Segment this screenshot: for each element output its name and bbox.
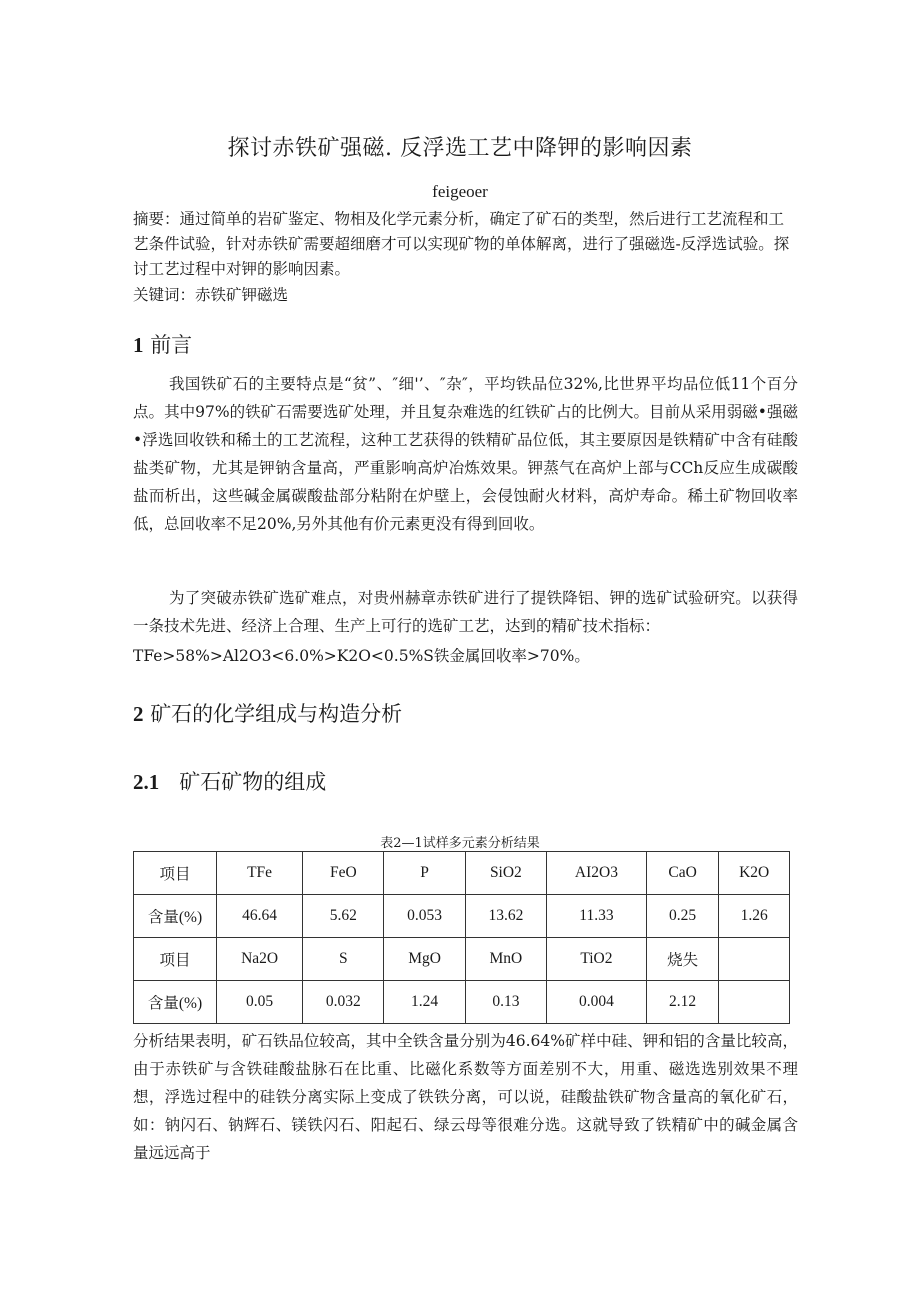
section-2-1-heading — [133, 766, 326, 796]
table-cell: MnO — [465, 938, 546, 981]
section-2-number: 2 — [133, 702, 144, 726]
table-cell — [719, 938, 790, 981]
table-cell: 0.053 — [384, 895, 465, 938]
table-caption: 表2—1试样多元素分析结果 — [380, 836, 540, 851]
table-cell: 0.05 — [217, 981, 303, 1024]
table-cell: SiO2 — [465, 852, 546, 895]
section-2-title: 矿石的化学组成与构造分析 — [150, 702, 403, 726]
intro-paragraph-1: 我国铁矿石的主要特点是“贫”、″细'’、″杂″，平均铁品位32%,比世界平均品位低11个百分点。其中97%的铁矿石需要选矿处理，并且复杂难选的红铁矿占的比例大。目前从采用弱磁•强磁•浮选回收铁和稀土的工艺流程，这种工艺获得的铁精矿品位低，其主要原因是铁精矿中含有硅酸盐类矿物，尤其是钾钠含量高，严重影响高炉冶炼效果。钾蒸气在高炉上部与CCh反应生成碳酸盐而析出，这些碱金属碳酸盐部分粘附在炉壁上，会侵蚀耐火材料，高炉寿命。稀土矿物回收率低，总回收率不足20%,另外其他有价元素更没有得到回收。 — [133, 375, 798, 533]
table-cell: 项目 — [134, 938, 217, 981]
section-1-heading — [133, 329, 192, 359]
table-cell: 0.13 — [465, 981, 546, 1024]
abstract-text: 摘要：通过简单的岩矿鉴定、物相及化学元素分析，确定了矿石的类型，然后进行工艺流程和工艺条件试验，针对赤铁矿需要超细磨才可以实现矿物的单体解离，进行了强磁选-反浮选试验。探讨工艺过程中对钾的影响因素。 — [133, 210, 790, 278]
analysis-paragraph: 分析结果表明，矿石铁品位较高，其中全铁含量分别为46.64%矿样中硅、钾和铝的含量比较高，由于赤铁矿与含铁硅酸盐脉石在比重、比磁化系数等方面差别不大，用重、磁选选别效果不理想，浮选过程中的硅铁分离实际上变成了铁铁分离，可以说，硅酸盐铁矿物含量高的氧化矿石，如：钠闪石、钠辉石、镁铁闪石、阳起石、绿云母等很难分选。这就导致了铁精矿中的碱金属含量远远高于 — [133, 1032, 798, 1162]
table-cell: 含量(%) — [134, 981, 217, 1024]
table-cell: CaO — [646, 852, 719, 895]
section-2-1-title: 矿石矿物的组成 — [179, 770, 327, 794]
element-analysis-table — [133, 851, 790, 1024]
table-cell: 0.25 — [646, 895, 719, 938]
table-cell: 0.004 — [547, 981, 647, 1024]
table-cell: 0.032 — [303, 981, 384, 1024]
table-cell: 11.33 — [547, 895, 647, 938]
section-1-number: 1 — [133, 333, 144, 357]
keywords-line: 关键词：赤铁矿钾磁选 — [133, 286, 289, 304]
document-title: 探讨赤铁矿强磁. 反浮选工艺中降钾的影响因素 — [227, 136, 693, 161]
table-cell: 烧失 — [646, 938, 719, 981]
table-cell: S — [303, 938, 384, 981]
table-cell: AI2O3 — [547, 852, 647, 895]
section-2-heading — [133, 698, 402, 728]
section-2-1-number: 2.1 — [133, 770, 160, 794]
table-cell: 项目 — [134, 852, 217, 895]
table-cell: FeO — [303, 852, 384, 895]
table-row — [134, 852, 790, 895]
table-cell: 46.64 — [217, 895, 303, 938]
table-cell: 5.62 — [303, 895, 384, 938]
table-row — [134, 895, 790, 938]
author-name: feigeoer — [432, 182, 488, 201]
table-cell: TFe — [217, 852, 303, 895]
table-row — [134, 938, 790, 981]
section-1-title: 前言 — [150, 333, 193, 357]
table-cell: K2O — [719, 852, 790, 895]
table-cell: 1.24 — [384, 981, 465, 1024]
table-cell: P — [384, 852, 465, 895]
table-cell: 13.62 — [465, 895, 546, 938]
table-row — [134, 981, 790, 1024]
table-cell: 含量(%) — [134, 895, 217, 938]
target-indicators: TFe>58%>Al2O3<6.0%>K2O<0.5%S铁金属回收率>70%。 — [133, 647, 590, 665]
table-cell: 2.12 — [646, 981, 719, 1024]
table-cell: 1.26 — [719, 895, 790, 938]
intro-paragraph-2: 为了突破赤铁矿选矿难点，对贵州赫章赤铁矿进行了提铁降铝、钾的选矿试验研究。以获得一条技术先进、经济上合理、生产上可行的选矿工艺，达到的精矿技术指标： — [133, 589, 798, 635]
table-cell — [719, 981, 790, 1024]
table-cell: Na2O — [217, 938, 303, 981]
table-cell: MgO — [384, 938, 465, 981]
table-cell: TiO2 — [547, 938, 647, 981]
